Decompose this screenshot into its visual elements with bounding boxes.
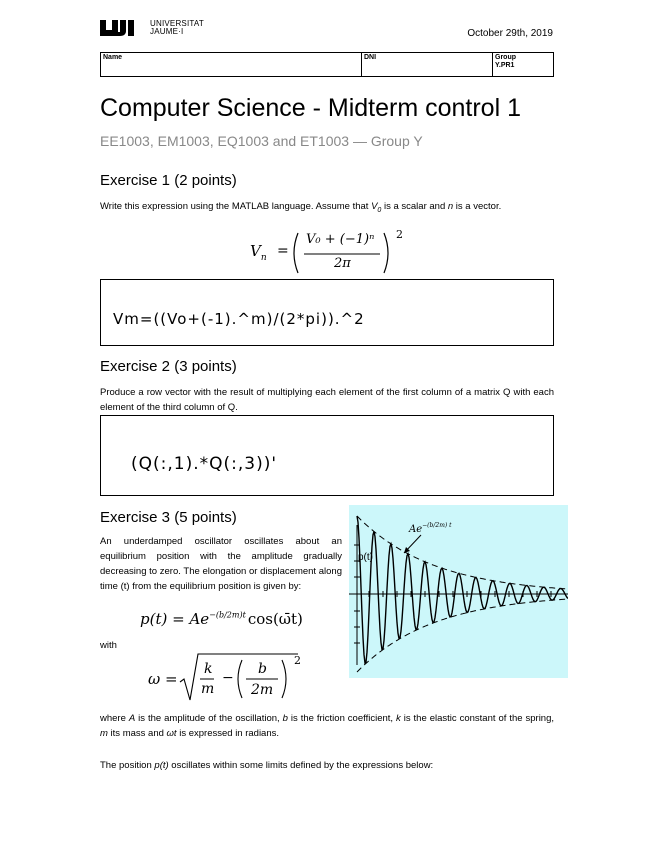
ex1-v0-sub: 0 <box>377 206 382 214</box>
exercise3-formula-p <box>140 610 310 636</box>
student-id-table <box>100 52 554 77</box>
name-cell[interactable] <box>101 53 362 77</box>
ex1-text-c: is a vector. <box>453 201 502 212</box>
dni-cell[interactable] <box>362 53 493 77</box>
logo-line2: JAUME·I <box>150 27 184 36</box>
exercise1-formula <box>250 228 410 278</box>
sqrt-sign-icon <box>178 652 308 704</box>
plot-y-label: p(t) <box>358 552 373 563</box>
exercise3-formula-omega <box>148 652 308 704</box>
formula-lhs <box>250 242 267 263</box>
exercise1-answer-box[interactable] <box>100 279 554 346</box>
ex1-v0-letter: V <box>371 201 378 212</box>
oscillation-figure <box>349 505 568 678</box>
exam-date: October 29th, 2019 <box>467 28 553 39</box>
omega-lhs: ω = <box>148 670 178 688</box>
limits-b: oscillates within some limits defined by the expressions below: <box>168 760 434 771</box>
where-k: k <box>396 713 401 724</box>
where-b3: is the elastic constant of the spring, <box>400 713 555 724</box>
ex1-text-a: Write this expression using the MATLAB language. Assume that <box>100 201 372 212</box>
exercise1-statement <box>100 199 554 218</box>
damped-oscillation-plot <box>349 505 568 678</box>
logo-text <box>150 20 204 36</box>
omega-m: m <box>201 681 215 697</box>
limits-a: The position <box>100 760 155 771</box>
lower-envelope <box>357 599 568 672</box>
oscillation-curve <box>357 516 568 663</box>
exercise1-heading: Exercise 1 (2 points) <box>100 172 237 189</box>
where-m: m <box>100 728 108 739</box>
group-cell[interactable] <box>493 53 554 77</box>
formula-p-exp: −(b/2m)t <box>209 610 246 620</box>
ex1-text-b: is a scalar and <box>381 201 448 212</box>
formula-exponent: 2 <box>396 228 403 241</box>
where-A: A <box>128 713 136 724</box>
formula-p-tail: cos(ω̄t) <box>247 610 303 628</box>
exercise1-answer: Vm=((Vo+(-1).^m)/(2*pi)).^2 <box>113 310 365 328</box>
dni-label: DNI <box>364 54 377 61</box>
omega-2m: 2m <box>251 682 274 698</box>
group-label: Group <box>495 54 516 61</box>
where-b2: is the friction coefficient, <box>287 713 397 724</box>
page-subtitle: EE1003, EM1003, EQ1003 and ET1003 — Group Y <box>100 133 423 149</box>
omega-minus: − <box>222 670 234 686</box>
ex1-n: n <box>447 201 454 212</box>
omega-exp: 2 <box>294 654 301 667</box>
limits-pt: p(t) <box>154 760 169 771</box>
exercise2-answer: (Q(:,1).*Q(:,3))' <box>131 454 278 474</box>
where-b4: its mass and <box>107 728 167 739</box>
omega-k: k <box>204 661 213 677</box>
formula-equals: = <box>277 243 289 259</box>
logo-line1: UNIVERSITAT <box>150 19 204 28</box>
envelope-label-exp: −(b/2m) t <box>422 522 452 529</box>
exercise2-statement: Produce a row vector with the result of multiplying each element of the first column of a matrix Q with each element of the third column of Q. <box>100 387 554 413</box>
envelope-label <box>408 522 452 535</box>
ex1-v0 <box>371 201 381 212</box>
exercise3-statement: An underdamped oscillator oscillates about an equilibrium position with the amplitude gradually decreasing to zero. The elongation or displacement along time (t) from the equilibrium position is given by: <box>100 536 342 592</box>
where-b1: is the amplitude of the oscillation, <box>135 713 283 724</box>
exercise2-answer-box[interactable] <box>100 415 554 496</box>
exercise3-where <box>100 711 554 741</box>
omega-b: b <box>258 661 267 677</box>
exercise3-heading: Exercise 3 (5 points) <box>100 509 237 526</box>
uji-logo-icon <box>100 20 146 36</box>
formula-denominator: 2π <box>334 256 351 271</box>
formula-lhs-v: V <box>250 242 261 260</box>
name-label: Name <box>103 54 123 61</box>
envelope-label-main: Ae <box>409 524 423 535</box>
where-wt: ωt <box>166 728 177 739</box>
exercise3-limits <box>100 758 554 773</box>
group-value: Y.PR1 <box>495 62 515 69</box>
with-label: with <box>100 640 117 651</box>
exercise2-heading: Exercise 2 (3 points) <box>100 358 237 375</box>
university-logo <box>100 18 204 38</box>
formula-p-main: p(t) = Ae <box>140 610 210 628</box>
where-a: where <box>100 713 129 724</box>
formula-numerator: V₀ + (−1)ⁿ <box>306 232 375 247</box>
page-title: Computer Science - Midterm control 1 <box>100 94 521 122</box>
formula-lhs-sub: n <box>260 253 267 263</box>
where-b5: is expressed in radians. <box>176 728 280 739</box>
where-b: b <box>282 713 288 724</box>
